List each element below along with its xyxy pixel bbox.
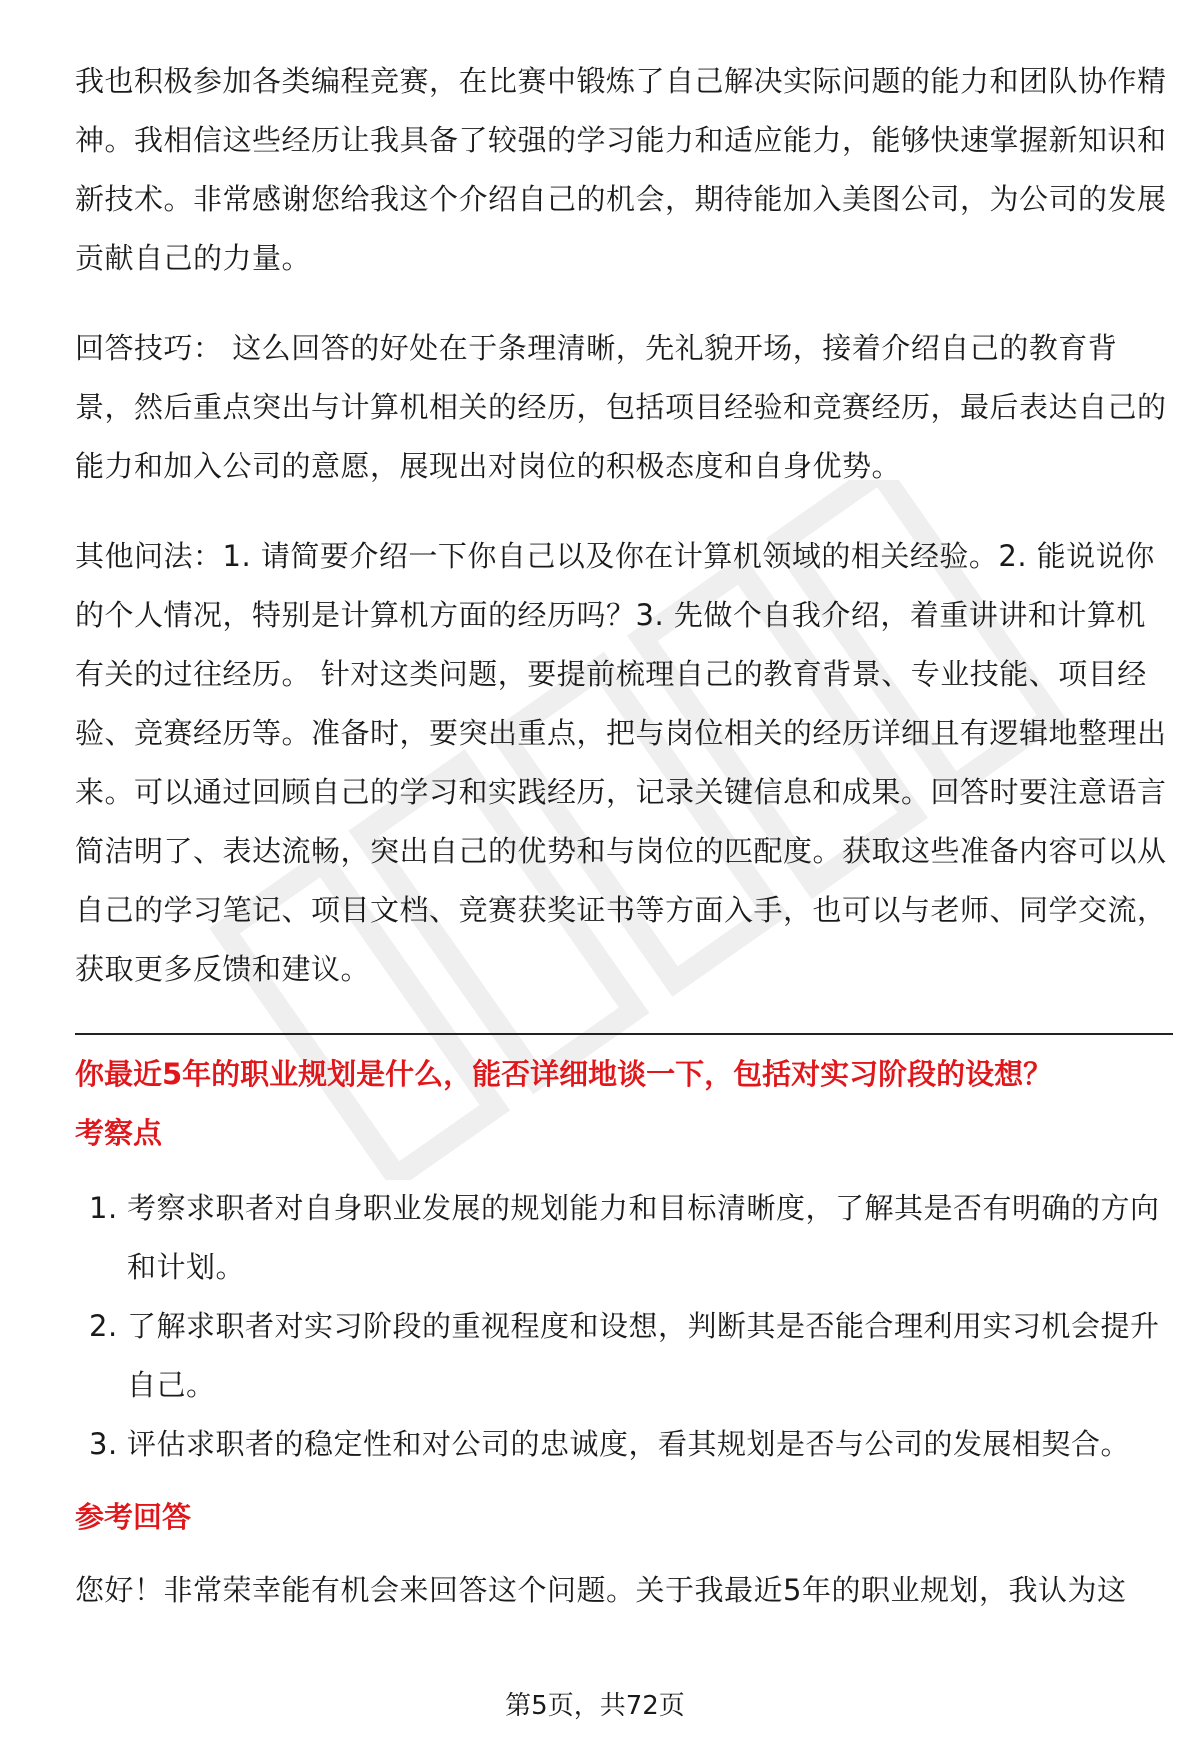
list-item-text: 了解求职者对实习阶段的重视程度和设想，判断其是否能合理利用实习机会提升自己。 [127, 1309, 1160, 1402]
list-number: 3. [89, 1427, 118, 1461]
section-label-points: 考察点 [75, 1116, 163, 1150]
list-number: 2. [89, 1309, 118, 1343]
list-item [75, 1415, 1173, 1474]
page-footer: 第5页，共72页 [505, 1691, 685, 1721]
paragraph-self-intro-end: 我也积极参加各类编程竞赛，在比赛中锻炼了自己解决实际问题的能力和团队协作精神。我相信这些经历让我具备了较强的学习能力和适应能力，能够快速掌握新知识和新技术。非常感谢您给我这个介绍自己的机会，期待能加入美图公司，为公司的发展贡献自己的力量。 [75, 64, 1167, 275]
section-divider [75, 1033, 1173, 1035]
points-list [75, 1179, 1173, 1474]
list-number: 1. [89, 1191, 118, 1225]
paragraph-answer-tips: 回答技巧： 这么回答的好处在于条理清晰，先礼貌开场，接着介绍自己的教育背景，然后重点突出与计算机相关的经历，包括项目经验和竞赛经历，最后表达自己的能力和加入公司的意愿，展现出对岗位的积极态度和自身优势。 [75, 331, 1167, 483]
section-label-answer: 参考回答 [75, 1500, 192, 1534]
list-item [75, 1179, 1173, 1297]
list-item-text: 考察求职者对自身职业发展的规划能力和目标清晰度，了解其是否有明确的方向和计划。 [127, 1191, 1160, 1284]
question-heading: 你最近5年的职业规划是什么，能否详细地谈一下，包括对实习阶段的设想？ [75, 1057, 1053, 1091]
content-area [75, 52, 1173, 1620]
list-item-text: 评估求职者的稳定性和对公司的忠诚度，看其规划是否与公司的发展相契合。 [127, 1427, 1131, 1461]
paragraph-other-questions: 其他问法：1. 请简要介绍一下你自己以及你在计算机领域的相关经验。2. 能说说你的个人情况，特别是计算机方面的经历吗？3. 先做个自我介绍，着重讲讲和计算机有关的过往经历。 针对这类问题，要提前梳理自己的教育背景、专业技能、项目经验、竞赛经历等。准备时，要突出重点，把与岗位相关的经历详细且有逻辑地整理出来。可以通过回顾自己的学习和实践经历，记录关键信息和成果。回答时要注意语言简洁明了、表达流畅，突出自己的优势和与岗位的匹配度。获取这些准备内容可以从自己的学习笔记、项目文档、竞赛获奖证书等方面入手，也可以与老师、同学交流，获取更多反馈和建议。 [75, 539, 1167, 986]
list-item [75, 1297, 1173, 1415]
paragraph-answer-start: 您好！非常荣幸能有机会来回答这个问题。关于我最近5年的职业规划，我认为这 [75, 1573, 1127, 1607]
